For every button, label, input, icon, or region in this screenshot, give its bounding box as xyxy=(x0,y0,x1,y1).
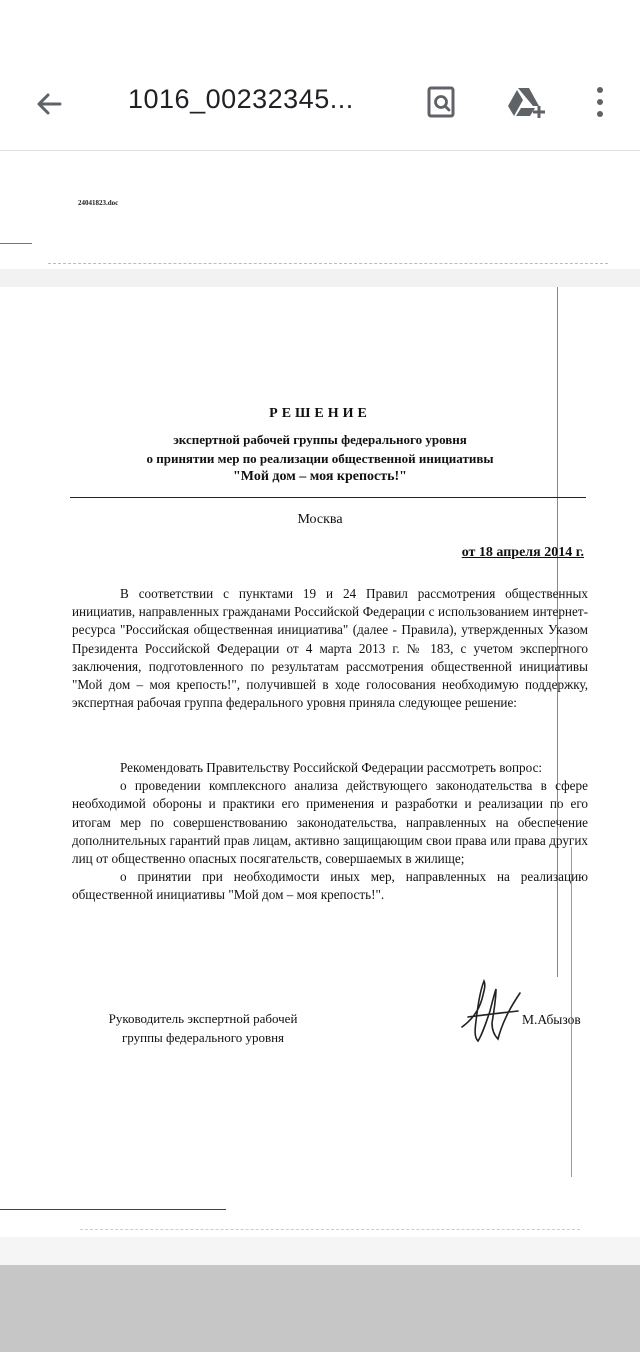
signer-name: М.Абызов xyxy=(522,1012,581,1027)
paragraph: Рекомендовать Правительству Российской Федерации рассмотреть вопрос: xyxy=(120,760,543,775)
document-page-1 xyxy=(0,151,640,269)
signature-image xyxy=(456,977,528,1049)
doc-filename: 24041823.doc xyxy=(78,199,119,207)
document-subheading: экспертной рабочей группы федерального уровня xyxy=(173,432,467,447)
signer-line: Руководитель экспертной рабочей xyxy=(108,1011,298,1026)
back-arrow-icon[interactable] xyxy=(30,84,70,124)
document-subheading: "Мой дом – моя крепость!" xyxy=(233,469,407,484)
document-body xyxy=(72,585,588,712)
paragraph: В соответствии с пунктами 19 и 24 Правил рассмотрения общественных инициатив, направленных гражданами Российской Федерации с использованием интернет-ресурса "Российская общественная инициатива" (далее - Правила), утвержденных Указом Президента Российской Федерации от 4 марта 2013 г. № 183, с учетом экспертного заключения, подготовленного по результатам рассмотрения общественной инициативы "Мой дом – моя крепость!", получившей в ходе голосования необходимую поддержку, экспертная рабочая группа федерального уровня приняла следующее решение: xyxy=(72,586,588,711)
paragraph: о проведении комплексного анализа действующего законодательства в сфере необходимой обороны и практики его применения и разработки и реализации по его итогам мер по совершенствованию законодательства, направленных на обеспечение дополнительных гарантий прав лицам, активно защищающим свои права или права других лиц от общественно опасных посягательств, совершаемых в жилище; xyxy=(72,778,588,867)
document-date: от 18 апреля 2014 г. xyxy=(461,545,584,560)
document-heading: РЕШЕНИЕ xyxy=(269,406,371,421)
drive-add-icon[interactable] xyxy=(505,82,545,122)
page-gap xyxy=(0,1237,640,1265)
signer-line: группы федерального уровня xyxy=(121,1030,285,1045)
divider xyxy=(80,1229,580,1230)
paragraph: о принятии при необходимости иных мер, направленных на реализацию общественной инициативы "Мой дом – моя крепость!". xyxy=(72,869,588,903)
document-search-icon[interactable] xyxy=(422,82,462,122)
app-bar xyxy=(0,0,640,151)
more-vert-icon[interactable] xyxy=(590,82,610,122)
document-body xyxy=(72,759,588,905)
heading-divider xyxy=(70,497,586,498)
divider xyxy=(0,243,32,244)
document-subheading: о принятии мер по реализации общественной инициативы xyxy=(146,451,494,466)
document-city: Москва xyxy=(297,512,343,527)
bottom-overlay xyxy=(0,1265,640,1352)
divider xyxy=(48,263,608,264)
divider xyxy=(0,1209,226,1210)
signer-title xyxy=(90,1009,316,1047)
file-title: 1016_00232345... xyxy=(128,84,354,114)
document-page-2 xyxy=(0,287,640,1237)
